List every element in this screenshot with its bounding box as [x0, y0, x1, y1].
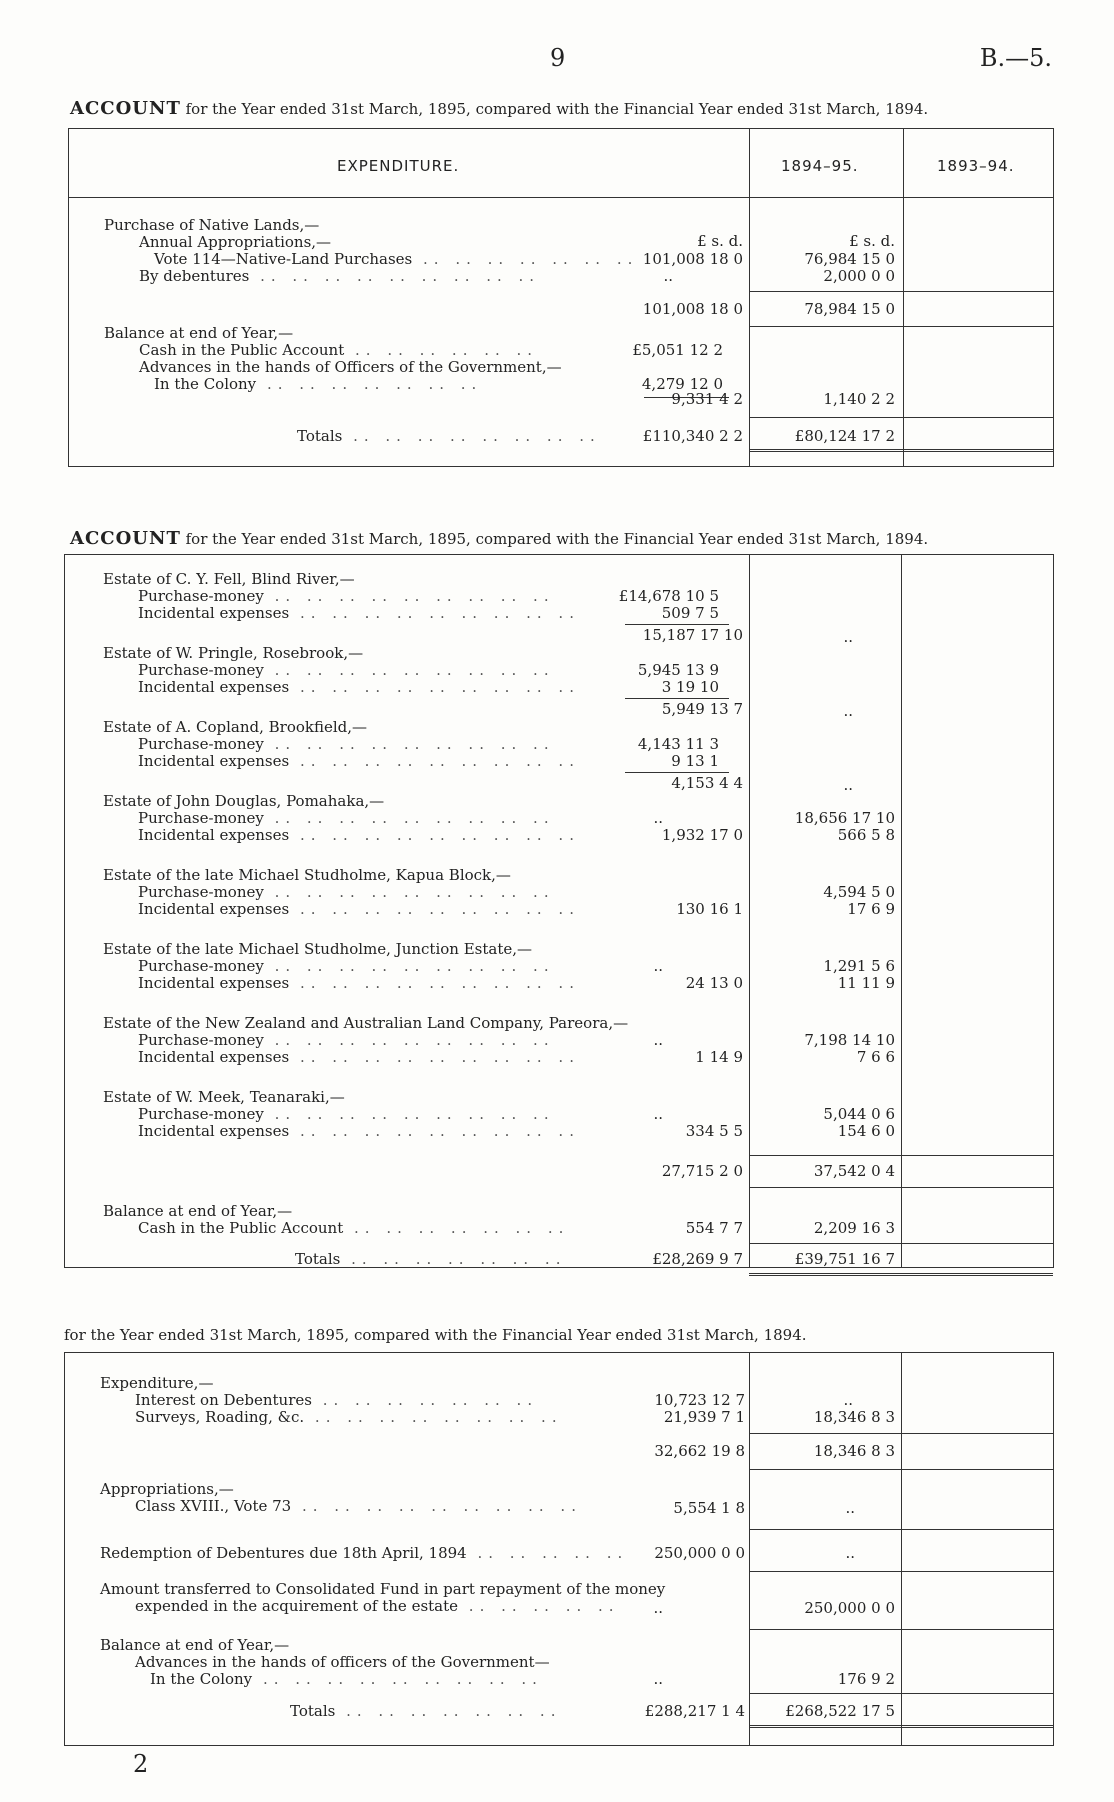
totals-rule: [749, 1243, 1053, 1244]
estate-total-1894: 5,949 13 7: [661, 700, 743, 718]
purchase-label: Purchase-money .. .. .. .. .. .. .. .. ..: [138, 587, 555, 605]
section3-heading: for the Year ended 31st March, 1895, compared with the Financial Year ended 31st March, 1894.: [64, 1326, 807, 1344]
subtotal-rule-bottom: [749, 1187, 1053, 1188]
incidental-label: Incidental expenses .. .. .. .. .. .. .. .. ..: [138, 1122, 580, 1140]
purchase-label: Purchase-money .. .. .. .. .. .. .. .. ..: [138, 1105, 555, 1123]
line-annual-appropriations: Annual Appropriations,—: [139, 233, 332, 251]
vote73-1893: ..: [845, 1499, 855, 1517]
inner-purchase: £14,678 10 5: [618, 587, 719, 605]
line-surveys: Surveys, Roading, &c. .. .. .. .. .. .. .. ..: [135, 1408, 563, 1426]
sec2-cash-1894: 554 7 7: [685, 1219, 743, 1237]
incidental-1893: 11 11 9: [837, 974, 895, 992]
estate-name: Estate of the New Zealand and Australian Land Company, Pareora,—: [103, 1014, 629, 1032]
sec3-total-1893: £268,522 17 5: [785, 1702, 895, 1720]
totals-double-rule: [749, 1273, 1053, 1276]
sec3-total-1894: £288,217 1 4: [644, 1702, 745, 1720]
estate-name: Estate of C. Y. Fell, Blind River,—: [103, 570, 355, 588]
expenditure-header: EXPENDITURE.: [337, 157, 460, 175]
inner-rule: [625, 698, 729, 699]
sec2-total-1894: £28,269 9 7: [652, 1250, 743, 1268]
section2-table: [64, 554, 1054, 1268]
line-balance: Balance at end of Year,—: [104, 324, 294, 342]
estate-name: Estate of the late Michael Studholme, Junction Estate,—: [103, 940, 532, 958]
incidental-label: Incidental expenses .. .. .. .. .. .. .. .. ..: [138, 826, 580, 844]
purchase-label: Purchase-money .. .. .. .. .. .. .. .. ..: [138, 809, 555, 827]
total-1893: £80,124 17 2: [794, 427, 895, 445]
purchase-1893: 7,198 14 10: [804, 1031, 895, 1049]
redemption-1894: 250,000 0 0: [654, 1544, 745, 1562]
cash-inner-value: £5,051 12 2: [632, 341, 723, 359]
line-vote-114: Vote 114—Native-Land Purchases .. .. .. .. .. .. ..: [154, 250, 639, 268]
line-advances: Advances in the hands of Officers of the Government,—: [139, 358, 562, 376]
currency-header-1: £ s. d.: [697, 232, 743, 250]
inner-incidental: 3 19 10: [661, 678, 719, 696]
currency-header-2: £ s. d.: [849, 232, 895, 250]
purchase-1893: 18,656 17 10: [794, 809, 895, 827]
sec2-subtotal-1893: 37,542 0 4: [813, 1162, 895, 1180]
subtotal-1894: 101,008 18 0: [642, 300, 743, 318]
section2-heading: [70, 528, 928, 549]
incidental-label: Incidental expenses .. .. .. .. .. .. .. .. ..: [138, 604, 580, 622]
vote114-1893: 76,984 15 0: [804, 250, 895, 268]
incidental-1893: 17 6 9: [847, 900, 895, 918]
line-sec3-balance: Balance at end of Year,—: [100, 1636, 290, 1654]
purchase-1893: 5,044 0 6: [823, 1105, 895, 1123]
line-expenditure: Expenditure,—: [100, 1374, 214, 1392]
section2-heading-bold: ACCOUNT: [70, 528, 181, 549]
debentures-1894: ..: [663, 267, 673, 285]
year2-header: 1893–94.: [937, 157, 1015, 175]
amount-1893: 250,000 0 0: [804, 1599, 895, 1617]
inner-rule: [625, 624, 729, 625]
incidental-label: Incidental expenses .. .. .. .. .. .. .. .. ..: [138, 1048, 580, 1066]
line-redemption: Redemption of Debentures due 18th April, 1894 .. .. .. .. ..: [100, 1544, 629, 1562]
incidental-1893: 566 5 8: [837, 826, 895, 844]
purchase-label: Purchase-money .. .. .. .. .. .. .. .. ..: [138, 661, 555, 679]
line-vote73: Class XVIII., Vote 73 .. .. .. .. .. .. .. .. ..: [135, 1497, 582, 1515]
estate-name: Estate of A. Copland, Brookfield,—: [103, 718, 368, 736]
incidental-1894: 130 16 1: [676, 900, 743, 918]
redemption-1893: ..: [845, 1544, 855, 1562]
estate-total-1894: 4,153 4 4: [671, 774, 743, 792]
section3-table: [64, 1352, 1054, 1746]
purchase-1894: ..: [653, 1105, 663, 1123]
sec2-totals-label: Totals .. .. .. .. .. .. ..: [295, 1250, 567, 1268]
purchase-1893: 4,594 5 0: [823, 883, 895, 901]
sec2-cash-1893: 2,209 16 3: [813, 1219, 895, 1237]
incidental-1893: 7 6 6: [856, 1048, 895, 1066]
estate-total-1894: 15,187 17 10: [642, 626, 743, 644]
incidental-1894: 334 5 5: [685, 1122, 743, 1140]
advances-inner-value: 4,279 12 0: [641, 375, 723, 393]
section1-table: [68, 128, 1054, 467]
inner-rule: [625, 772, 729, 773]
year1-header: 1894–95.: [781, 157, 859, 175]
purchase-label: Purchase-money .. .. .. .. .. .. .. .. ..: [138, 735, 555, 753]
footer-mark: 2: [133, 1750, 149, 1778]
incidental-label: Incidental expenses .. .. .. .. .. .. .. .. ..: [138, 974, 580, 992]
estate-name: Estate of W. Pringle, Rosebrook,—: [103, 644, 364, 662]
line-sec3-advances: Advances in the hands of officers of the Government—: [135, 1653, 550, 1671]
estate-total-1893: ..: [843, 628, 853, 646]
purchase-label: Purchase-money .. .. .. .. .. .. .. .. ..: [138, 1031, 555, 1049]
incidental-label: Incidental expenses .. .. .. .. .. .. .. .. ..: [138, 900, 580, 918]
document-reference: B.—5.: [979, 44, 1052, 72]
vote114-1894: 101,008 18 0: [642, 250, 743, 268]
sec3-totals-label: Totals .. .. .. .. .. .. ..: [290, 1702, 562, 1720]
section2-heading-text: for the Year ended 31st March, 1895, compared with the Financial Year ended 31st March, 1894.: [185, 530, 929, 548]
line-amount-transferred: Amount transferred to Consolidated Fund in part repayment of the money: [100, 1580, 666, 1598]
estate-total-1893: ..: [843, 702, 853, 720]
incidental-1894: 1,932 17 0: [661, 826, 743, 844]
incidental-1894: 1 14 9: [695, 1048, 743, 1066]
purchase-label: Purchase-money .. .. .. .. .. .. .. .. ..: [138, 883, 555, 901]
subtotal-1893: 78,984 15 0: [804, 300, 895, 318]
section1-heading: [70, 98, 928, 119]
balance-1893: 1,140 2 2: [823, 390, 895, 408]
incidental-1893: 154 6 0: [837, 1122, 895, 1140]
interest-1894: 10,723 12 7: [654, 1391, 745, 1409]
purchase-1894: ..: [653, 1031, 663, 1049]
purchase-1894: ..: [653, 809, 663, 827]
colony-1893: 176 9 2: [837, 1670, 895, 1688]
inner-purchase: 5,945 13 9: [637, 661, 719, 679]
vote73-1894: 5,554 1 8: [673, 1499, 745, 1517]
estate-total-1893: ..: [843, 776, 853, 794]
colony-1894: ..: [653, 1670, 663, 1688]
surveys-1894: 21,939 7 1: [663, 1408, 745, 1426]
incidental-1894: 24 13 0: [685, 974, 743, 992]
sec2-cash-label: Cash in the Public Account .. .. .. .. .. .. ..: [138, 1219, 570, 1237]
section1-heading-text: for the Year ended 31st March, 1895, compared with the Financial Year ended 31st March, 1894.: [185, 100, 929, 118]
debentures-1893: 2,000 0 0: [823, 267, 895, 285]
estate-name: Estate of John Douglas, Pomahaka,—: [103, 792, 385, 810]
sec2-balance-label: Balance at end of Year,—: [103, 1202, 293, 1220]
balance-1894: 9,331 4 2: [671, 390, 743, 408]
line-amount-cont: expended in the acquirement of the estate .. .. .. .. ..: [135, 1597, 620, 1615]
estate-name: Estate of the late Michael Studholme, Kapua Block,—: [103, 866, 511, 884]
purchase-1894: ..: [653, 957, 663, 975]
inner-incidental: 509 7 5: [661, 604, 719, 622]
sec3-subtotal-1893: 18,346 8 3: [813, 1442, 895, 1460]
incidental-label: Incidental expenses .. .. .. .. .. .. .. .. ..: [138, 678, 580, 696]
amount-1894: ..: [653, 1599, 663, 1617]
interest-1893: ..: [843, 1391, 853, 1409]
subtotal-rule: [749, 1155, 1053, 1156]
line-by-debentures: By debentures .. .. .. .. .. .. .. .. ..: [139, 267, 541, 285]
line-sec3-colony: In the Colony .. .. .. .. .. .. .. .. ..: [150, 1670, 543, 1688]
estate-name: Estate of W. Meek, Teanaraki,—: [103, 1088, 345, 1106]
sec2-total-1893: £39,751 16 7: [794, 1250, 895, 1268]
line-native-lands: Purchase of Native Lands,—: [104, 216, 320, 234]
line-appropriations: Appropriations,—: [100, 1480, 234, 1498]
sec3-subtotal-1894: 32,662 19 8: [654, 1442, 745, 1460]
line-interest: Interest on Debentures .. .. .. .. .. .. ..: [135, 1391, 539, 1409]
inner-purchase: 4,143 11 3: [637, 735, 719, 753]
purchase-1893: 1,291 5 6: [823, 957, 895, 975]
surveys-1893: 18,346 8 3: [813, 1408, 895, 1426]
section1-heading-bold: ACCOUNT: [70, 98, 181, 119]
line-cash-public: Cash in the Public Account .. .. .. .. .. ..: [139, 341, 539, 359]
incidental-label: Incidental expenses .. .. .. .. .. .. .. .. ..: [138, 752, 580, 770]
purchase-label: Purchase-money .. .. .. .. .. .. .. .. ..: [138, 957, 555, 975]
sec2-subtotal-1894: 27,715 2 0: [661, 1162, 743, 1180]
line-in-colony: In the Colony .. .. .. .. .. .. ..: [154, 375, 483, 393]
inner-incidental: 9 13 1: [671, 752, 719, 770]
page-number: 9: [550, 44, 566, 72]
totals-label: Totals .. .. .. .. .. .. .. ..: [297, 427, 601, 445]
total-1894: £110,340 2 2: [642, 427, 743, 445]
